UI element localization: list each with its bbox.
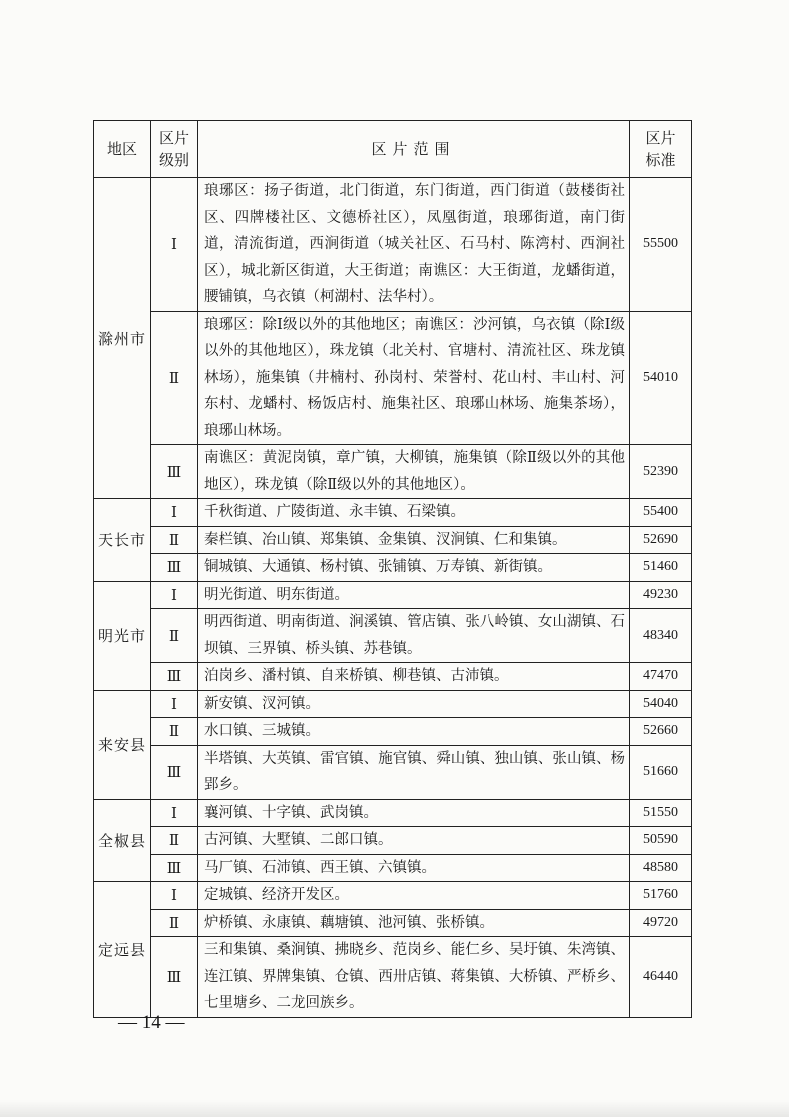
standard-cell: 51660 xyxy=(630,745,692,799)
range-cell: 定城镇、经济开发区。 xyxy=(198,882,630,910)
range-cell: 泊岗乡、潘村镇、自来桥镇、柳巷镇、古沛镇。 xyxy=(198,663,630,691)
level-cell: Ⅰ xyxy=(151,581,198,609)
level-cell: Ⅱ xyxy=(151,311,198,445)
level-cell: Ⅰ xyxy=(151,178,198,312)
header-region: 地区 xyxy=(94,121,151,178)
land-price-zone-table xyxy=(93,120,692,1018)
range-cell: 秦栏镇、冶山镇、郑集镇、金集镇、汊涧镇、仁和集镇。 xyxy=(198,526,630,554)
table-row xyxy=(94,799,692,827)
region-cell: 滁州市 xyxy=(94,178,151,499)
range-cell: 明光街道、明东街道。 xyxy=(198,581,630,609)
standard-cell: 48580 xyxy=(630,854,692,882)
standard-cell: 52690 xyxy=(630,526,692,554)
table-row xyxy=(94,718,692,746)
range-cell: 明西街道、明南街道、涧溪镇、管店镇、张八岭镇、女山湖镇、石坝镇、三界镇、桥头镇、苏巷镇。 xyxy=(198,609,630,663)
table-row xyxy=(94,445,692,499)
range-cell: 古河镇、大墅镇、二郎口镇。 xyxy=(198,827,630,855)
level-cell: Ⅰ xyxy=(151,799,198,827)
range-cell: 水口镇、三城镇。 xyxy=(198,718,630,746)
standard-cell: 51460 xyxy=(630,554,692,582)
range-cell: 炉桥镇、永康镇、藕塘镇、池河镇、张桥镇。 xyxy=(198,909,630,937)
table-row xyxy=(94,609,692,663)
level-cell: Ⅱ xyxy=(151,909,198,937)
table-row xyxy=(94,745,692,799)
table-row xyxy=(94,690,692,718)
standard-cell: 49720 xyxy=(630,909,692,937)
region-cell: 明光市 xyxy=(94,581,151,690)
range-cell: 铜城镇、大通镇、杨村镇、张铺镇、万寿镇、新街镇。 xyxy=(198,554,630,582)
level-cell: Ⅰ xyxy=(151,499,198,527)
header-standard: 区片标准 xyxy=(630,121,692,178)
level-cell: Ⅱ xyxy=(151,526,198,554)
level-cell: Ⅰ xyxy=(151,690,198,718)
page-number: — 14 — xyxy=(118,1012,185,1033)
standard-cell: 48340 xyxy=(630,609,692,663)
range-cell: 琅琊区：扬子街道，北门街道，东门街道，西门街道（鼓楼街社区、四牌楼社区、文德桥社区），凤凰街道，琅琊街道，南门街道，清流街道，西涧街道（城关社区、石马村、陈湾村、西涧社区），城北新区街道，大王街道；南谯区：大王街道，龙蟠街道，腰铺镇，乌衣镇（柯湖村、法华村）。 xyxy=(198,178,630,312)
level-cell: Ⅱ xyxy=(151,827,198,855)
range-cell: 马厂镇、石沛镇、西王镇、六镇镇。 xyxy=(198,854,630,882)
range-cell: 琅琊区：除Ⅰ级以外的其他地区；南谯区：沙河镇，乌衣镇（除Ⅰ级以外的其他地区），珠龙镇（北关村、官塘村、清流社区、珠龙镇林场），施集镇（井楠村、孙岗村、荣誉村、花山村、丰山村、河东村、龙蟠村、杨饭店村、施集社区、琅琊山林场、施集茶场），琅琊山林场。 xyxy=(198,311,630,445)
region-cell: 定远县 xyxy=(94,882,151,1018)
level-cell: Ⅱ xyxy=(151,718,198,746)
table-row xyxy=(94,554,692,582)
table-row xyxy=(94,827,692,855)
standard-cell: 51550 xyxy=(630,799,692,827)
standard-cell: 55500 xyxy=(630,178,692,312)
range-cell: 三和集镇、桑涧镇、拂晓乡、范岗乡、能仁乡、吴圩镇、朱湾镇、连江镇、界牌集镇、仓镇、西卅店镇、蒋集镇、大桥镇、严桥乡、七里塘乡、二龙回族乡。 xyxy=(198,937,630,1018)
standard-cell: 49230 xyxy=(630,581,692,609)
scan-edge-shadow xyxy=(0,1100,789,1117)
region-cell: 来安县 xyxy=(94,690,151,799)
level-cell: Ⅲ xyxy=(151,445,198,499)
standard-cell: 50590 xyxy=(630,827,692,855)
level-cell: Ⅲ xyxy=(151,745,198,799)
table-row xyxy=(94,581,692,609)
level-cell: Ⅲ xyxy=(151,937,198,1018)
table-row xyxy=(94,311,692,445)
level-cell: Ⅲ xyxy=(151,854,198,882)
table-body xyxy=(94,178,692,1018)
range-cell: 千秋街道、广陵街道、永丰镇、石梁镇。 xyxy=(198,499,630,527)
standard-cell: 54010 xyxy=(630,311,692,445)
range-cell: 襄河镇、十字镇、武岗镇。 xyxy=(198,799,630,827)
standard-cell: 47470 xyxy=(630,663,692,691)
range-cell: 南谯区：黄泥岗镇，章广镇，大柳镇，施集镇（除Ⅱ级以外的其他地区），珠龙镇（除Ⅱ级以外的其他地区）。 xyxy=(198,445,630,499)
region-cell: 全椒县 xyxy=(94,799,151,882)
level-cell: Ⅱ xyxy=(151,609,198,663)
table-row xyxy=(94,854,692,882)
region-cell: 天长市 xyxy=(94,499,151,582)
standard-cell: 55400 xyxy=(630,499,692,527)
standard-cell: 51760 xyxy=(630,882,692,910)
table-row xyxy=(94,526,692,554)
table-row xyxy=(94,499,692,527)
standard-cell: 52390 xyxy=(630,445,692,499)
level-cell: Ⅲ xyxy=(151,554,198,582)
standard-cell: 54040 xyxy=(630,690,692,718)
standard-cell: 52660 xyxy=(630,718,692,746)
table-row xyxy=(94,882,692,910)
table-row xyxy=(94,663,692,691)
level-cell: Ⅲ xyxy=(151,663,198,691)
table-row xyxy=(94,909,692,937)
header-range: 区片范围 xyxy=(198,121,630,178)
table-row xyxy=(94,937,692,1018)
level-cell: Ⅰ xyxy=(151,882,198,910)
table-header-row xyxy=(94,121,692,178)
range-cell: 半塔镇、大英镇、雷官镇、施官镇、舜山镇、独山镇、张山镇、杨郢乡。 xyxy=(198,745,630,799)
header-level: 区片级别 xyxy=(151,121,198,178)
range-cell: 新安镇、汊河镇。 xyxy=(198,690,630,718)
standard-cell: 46440 xyxy=(630,937,692,1018)
table-row xyxy=(94,178,692,312)
